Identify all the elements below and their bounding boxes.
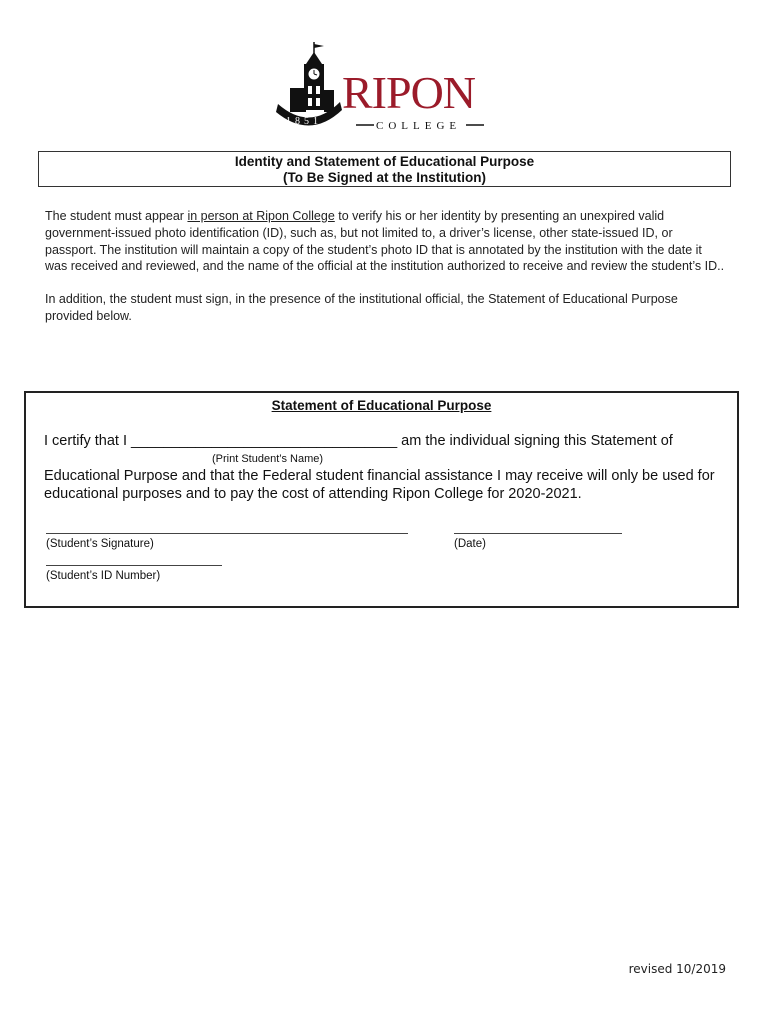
logo-year: 1851: [286, 116, 322, 127]
signature-line[interactable]: [46, 533, 408, 534]
print-name-label: (Print Student’s Name): [212, 453, 324, 465]
instructions: [45, 208, 725, 341]
student-id-line[interactable]: [46, 565, 222, 566]
student-id-label: (Student’s ID Number): [46, 570, 161, 582]
revision-note: revised 10/2019: [628, 962, 726, 976]
in-person-emphasis: in person at Ripon College: [187, 209, 335, 223]
logo-subtitle: COLLEGE: [376, 120, 462, 132]
instructions-paragraph-2: In addition, the student must sign, in the presence of the institutional official, the Statement of Educational Purpose provided below.: [45, 292, 678, 323]
ripon-college-logo: [270, 40, 510, 136]
statement-heading: Statement of Educational Purpose: [271, 398, 492, 413]
statement-box: [24, 391, 739, 608]
date-line[interactable]: [454, 533, 622, 534]
certification-text: Educational Purpose and that the Federal student financial assistance I may receive will only be used for educational purposes and to pay the cost of attending Ripon College for 2020-2021.: [44, 468, 715, 502]
document-subtitle: (To Be Signed at the Institution): [283, 170, 486, 185]
date-label: (Date): [454, 538, 486, 550]
document-title: Identity and Statement of Educational Purpose: [234, 154, 535, 169]
logo-wordmark: RIPON: [342, 67, 476, 118]
signature-label: (Student’s Signature): [46, 538, 154, 550]
certify-line: I certify that I _________________________________ am the individual signing this Statement of: [44, 433, 673, 449]
document-title-box: [38, 151, 731, 187]
clock-tower-icon: [270, 40, 510, 136]
instructions-paragraph-1: The student must appear in person at Ripon College to verify his or her identity by presenting an unexpired valid government-issued photo identification (ID), such as, but not limited to, a driver’s license, other state-issued ID, or passport. The institution will maintain a copy of the student’s photo ID that is annotated by the institution with the date it was received and reviewed, and the name of the official at the institution authorized to receive and review the student’s ID..: [45, 209, 725, 274]
